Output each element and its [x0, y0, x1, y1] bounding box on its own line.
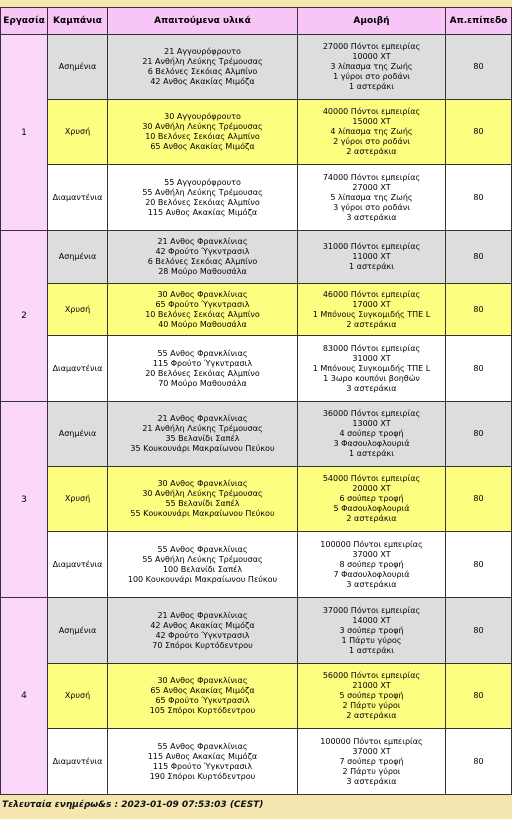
- materials-cell: [108, 231, 298, 284]
- header-required-level: Απ.επίπεδο: [446, 8, 512, 35]
- materials-cell: [108, 467, 298, 532]
- reward-cell: [298, 532, 446, 598]
- reward-line: 83000 Πόντοι εμπειρίας: [322, 343, 421, 353]
- required-level: 80: [446, 729, 512, 795]
- reward-line: 2 γύροι στο ροδάνι: [333, 137, 410, 146]
- header-task: Εργασία: [1, 8, 48, 35]
- reward-line: 14000 XT: [352, 615, 391, 625]
- materials-cell: [108, 35, 298, 100]
- required-level: 80: [446, 336, 512, 402]
- table-row: [1, 336, 512, 402]
- reward-line: 2 αστεράκια: [346, 319, 397, 329]
- material-line: 65 Ανθος Ακακίας Μιμόζα: [150, 142, 255, 151]
- table-row: [1, 664, 512, 729]
- required-level: 80: [446, 467, 512, 532]
- reward-line: 17000 XT: [352, 299, 391, 309]
- campaign-name: Ασημένια: [48, 402, 108, 467]
- reward-line: 10000 XT: [352, 52, 391, 61]
- reward-line: 1 Μπόνους Συγκομιδής ΤΠΕ L: [312, 363, 431, 373]
- material-line: 6 Βελόνες Σεκόιας Αλμπίνο: [147, 67, 258, 76]
- reward-cell: [298, 467, 446, 532]
- campaign-name: Χρυσή: [48, 100, 108, 165]
- reward-line: 21000 XT: [352, 681, 391, 690]
- material-line: 100 Κουκουνάρι Μακραίωνου Πεύκου: [127, 574, 278, 584]
- reward-line: 3 αστεράκια: [346, 579, 397, 589]
- material-line: 55 Αγγουρόφρουτο: [164, 177, 241, 187]
- materials-cell: [108, 664, 298, 729]
- reward-cell: [298, 284, 446, 336]
- reward-line: 3 αστεράκια: [346, 776, 397, 786]
- reward-line: 2 αστεράκια: [346, 147, 397, 156]
- material-line: 21 Ανθος Φρανκλίνιας: [157, 610, 248, 620]
- material-line: 21 Ανθος Φρανκλίνιας: [157, 237, 248, 246]
- material-line: 21 Αγγουρόφρουτο: [164, 47, 241, 56]
- header-reward: Αμοιβή: [298, 8, 446, 35]
- campaign-name: Διαμαντένια: [48, 165, 108, 231]
- material-line: 65 Φρούτο Ύγκντρασιλ: [155, 299, 250, 309]
- campaign-name: Διαμαντένια: [48, 729, 108, 795]
- campaign-name: Ασημένια: [48, 35, 108, 100]
- reward-cell: [298, 35, 446, 100]
- reward-line: 1 Μπόνους Συγκομιδής ΤΠΕ L: [312, 309, 431, 319]
- material-line: 70 Σπόροι Κυρτόδεντρου: [152, 640, 253, 650]
- material-line: 42 Φρούτο Ύγκντρασιλ: [155, 630, 250, 640]
- materials-cell: [108, 532, 298, 598]
- last-updated-timestamp: : 2023-01-09 07:53:03 (CEST): [114, 800, 264, 810]
- material-line: 30 Ανθήλη Λεύκης Τρέμουσας: [142, 122, 263, 131]
- reward-line: 3 Φασουλοφλουριά: [333, 439, 410, 448]
- material-line: 115 Ανθος Ακακίας Μιμόζα: [147, 207, 258, 217]
- material-line: 35 Κουκουνάρι Μακραίωνου Πεύκου: [130, 444, 275, 453]
- task-number: 1: [1, 35, 48, 231]
- reward-line: 1 αστεράκι: [349, 449, 394, 458]
- table-row: [1, 598, 512, 664]
- material-line: 30 Ανθήλη Λεύκης Τρέμουσας: [142, 489, 263, 498]
- reward-line: 1 γύροι στο ροδάνι: [333, 72, 410, 81]
- reward-line: 2 αστεράκια: [346, 514, 397, 523]
- header-row: [1, 8, 512, 35]
- materials-cell: [108, 165, 298, 231]
- reward-line: 3 γύροι στο ροδάνι: [333, 202, 410, 212]
- task-number: 2: [1, 231, 48, 402]
- reward-line: 8 σούπερ τροφή: [339, 559, 404, 569]
- material-line: 40 Μούρο Μαθουσάλα: [158, 319, 247, 329]
- material-line: 70 Μούρο Μαθουσάλα: [158, 378, 247, 388]
- reward-line: 4 σούπερ τροφή: [339, 429, 404, 438]
- required-level: 80: [446, 165, 512, 231]
- reward-line: 37000 XT: [352, 746, 391, 756]
- materials-cell: [108, 402, 298, 467]
- material-line: 35 Βελανίδι Σαπέλ: [165, 434, 240, 443]
- table-body: [1, 35, 512, 795]
- material-line: 65 Ανθος Ακακίας Μιμόζα: [150, 686, 255, 695]
- reward-line: 31000 Πόντοι εμπειρίας: [322, 242, 421, 251]
- last-updated: [2, 800, 263, 810]
- reward-line: 37000 Πόντοι εμπειρίας: [322, 605, 421, 615]
- reward-line: 13000 XT: [352, 419, 391, 428]
- task-number: 3: [1, 402, 48, 598]
- reward-line: 46000 Πόντοι εμπειρίας: [322, 289, 421, 299]
- material-line: 100 Βελανίδι Σαπέλ: [162, 564, 243, 574]
- reward-line: 11000 XT: [352, 252, 391, 261]
- required-level: 80: [446, 231, 512, 284]
- material-line: 55 Ανθος Φρανκλίνιας: [157, 544, 248, 554]
- materials-cell: [108, 729, 298, 795]
- material-line: 28 Μούρο Μαθουσάλα: [158, 267, 247, 276]
- material-line: 42 Ανθος Ακακίας Μιμόζα: [150, 620, 255, 630]
- task-number: 4: [1, 598, 48, 795]
- reward-line: 2 Πάρτυ γύροι: [342, 766, 401, 776]
- table-row: [1, 729, 512, 795]
- reward-cell: [298, 100, 446, 165]
- last-updated-label: Τελευταία ενημέρω&s: [2, 800, 112, 810]
- reward-line: 36000 Πόντοι εμπειρίας: [322, 409, 421, 418]
- material-line: 190 Σπόροι Κυρτόδεντρου: [149, 771, 256, 781]
- material-line: 55 Ανθήλη Λεύκης Τρέμουσας: [142, 554, 263, 564]
- table-row: [1, 284, 512, 336]
- material-line: 30 Αγγουρόφρουτο: [164, 112, 241, 121]
- tasks-table: [0, 7, 512, 795]
- material-line: 10 Βελόνες Σεκόιας Αλμπίνο: [145, 309, 260, 319]
- reward-line: 3 λίπασμα της Ζωής: [330, 62, 413, 71]
- material-line: 55 Κουκουνάρι Μακραίωνου Πεύκου: [130, 509, 275, 518]
- reward-line: 27000 XT: [352, 182, 391, 192]
- reward-line: 7 Φασουλοφλουριά: [333, 569, 410, 579]
- material-line: 115 Φρούτο Ύγκντρασιλ: [152, 358, 253, 368]
- required-level: 80: [446, 532, 512, 598]
- campaign-name: Χρυσή: [48, 467, 108, 532]
- reward-line: 6 σούπερ τροφή: [339, 494, 404, 503]
- material-line: 21 Ανθήλη Λεύκης Τρέμουσας: [142, 57, 263, 66]
- reward-cell: [298, 336, 446, 402]
- material-line: 55 Ανθος Φρανκλίνιας: [157, 348, 248, 358]
- required-level: 80: [446, 402, 512, 467]
- table-row: [1, 231, 512, 284]
- header-campaign: Καμπάνια: [48, 8, 108, 35]
- material-line: 20 Βελόνες Σεκόιας Αλμπίνο: [145, 368, 260, 378]
- materials-cell: [108, 100, 298, 165]
- reward-line: 3 αστεράκια: [346, 383, 397, 393]
- reward-line: 7 σούπερ τροφή: [339, 756, 404, 766]
- reward-line: 2 Πάρτυ γύροι: [342, 701, 401, 710]
- material-line: 30 Ανθος Φρανκλίνιας: [157, 289, 248, 299]
- reward-line: 2 αστεράκια: [346, 711, 397, 720]
- reward-line: 74000 Πόντοι εμπειρίας: [322, 172, 421, 182]
- table-row: [1, 402, 512, 467]
- campaign-name: Χρυσή: [48, 284, 108, 336]
- reward-cell: [298, 231, 446, 284]
- table-row: [1, 532, 512, 598]
- required-level: 80: [446, 284, 512, 336]
- reward-line: 1 Πάρτυ γύρος: [341, 635, 402, 645]
- material-line: 115 Ανθος Ακακίας Μιμόζα: [147, 751, 258, 761]
- material-line: 42 Φρούτο Ύγκντρασιλ: [155, 247, 250, 256]
- required-level: 80: [446, 598, 512, 664]
- material-line: 21 Ανθος Φρανκλίνιας: [157, 414, 248, 423]
- table-row: [1, 100, 512, 165]
- required-level: 80: [446, 100, 512, 165]
- reward-line: 4 λίπασμα της Ζωής: [330, 127, 413, 136]
- table-row: [1, 467, 512, 532]
- campaign-name: Χρυσή: [48, 664, 108, 729]
- material-line: 115 Φρούτο Ύγκντρασιλ: [152, 761, 253, 771]
- material-line: 30 Ανθος Φρανκλίνιας: [157, 676, 248, 685]
- material-line: 10 Βελόνες Σεκόιας Αλμπίνο: [145, 132, 260, 141]
- reward-line: 20000 XT: [352, 484, 391, 493]
- material-line: 55 Ανθος Φρανκλίνιας: [157, 741, 248, 751]
- material-line: 30 Ανθος Φρανκλίνιας: [157, 479, 248, 488]
- reward-line: 1 3ωρο κουπόνι βοηθών: [323, 373, 420, 383]
- header-materials: Απαιτούμενα υλικά: [108, 8, 298, 35]
- material-line: 65 Φρούτο Ύγκντρασιλ: [155, 696, 250, 705]
- materials-cell: [108, 598, 298, 664]
- required-level: 80: [446, 664, 512, 729]
- material-line: 6 Βελόνες Σεκόιας Αλμπίνο: [147, 257, 258, 266]
- reward-line: 37000 XT: [352, 549, 391, 559]
- material-line: 21 Ανθήλη Λεύκης Τρέμουσας: [142, 424, 263, 433]
- reward-cell: [298, 165, 446, 231]
- table-row: [1, 165, 512, 231]
- reward-line: 31000 XT: [352, 353, 391, 363]
- reward-line: 54000 Πόντοι εμπειρίας: [322, 474, 421, 483]
- reward-line: 100000 Πόντοι εμπειρίας: [320, 736, 423, 746]
- material-line: 20 Βελόνες Σεκόιας Αλμπίνο: [145, 197, 260, 207]
- campaign-name: Διαμαντένια: [48, 532, 108, 598]
- reward-cell: [298, 402, 446, 467]
- material-line: 55 Ανθήλη Λεύκης Τρέμουσας: [142, 187, 263, 197]
- materials-cell: [108, 336, 298, 402]
- reward-line: 1 αστεράκι: [349, 645, 394, 655]
- campaign-name: Ασημένια: [48, 598, 108, 664]
- campaign-name: Διαμαντένια: [48, 336, 108, 402]
- reward-cell: [298, 729, 446, 795]
- table-row: [1, 35, 512, 100]
- reward-line: 15000 XT: [352, 117, 391, 126]
- reward-line: 1 αστεράκι: [349, 82, 394, 91]
- reward-line: 3 σούπερ τροφή: [339, 625, 404, 635]
- reward-line: 1 αστεράκι: [349, 262, 394, 271]
- reward-line: 5 λίπασμα της Ζωής: [330, 192, 413, 202]
- materials-cell: [108, 284, 298, 336]
- reward-line: 3 αστεράκια: [346, 212, 397, 222]
- material-line: 42 Ανθος Ακακίας Μιμόζα: [150, 77, 255, 86]
- reward-line: 5 Φασουλοφλουριά: [333, 504, 410, 513]
- reward-line: 27000 Πόντοι εμπειρίας: [322, 42, 421, 51]
- reward-line: 5 σούπερ τροφή: [339, 691, 404, 700]
- reward-line: 100000 Πόντοι εμπειρίας: [320, 539, 423, 549]
- required-level: 80: [446, 35, 512, 100]
- reward-cell: [298, 664, 446, 729]
- reward-cell: [298, 598, 446, 664]
- material-line: 55 Βελανίδι Σαπέλ: [165, 499, 240, 508]
- reward-line: 56000 Πόντοι εμπειρίας: [322, 671, 421, 680]
- campaign-name: Ασημένια: [48, 231, 108, 284]
- material-line: 105 Σπόροι Κυρτόδεντρου: [149, 706, 256, 715]
- reward-line: 40000 Πόντοι εμπειρίας: [322, 107, 421, 116]
